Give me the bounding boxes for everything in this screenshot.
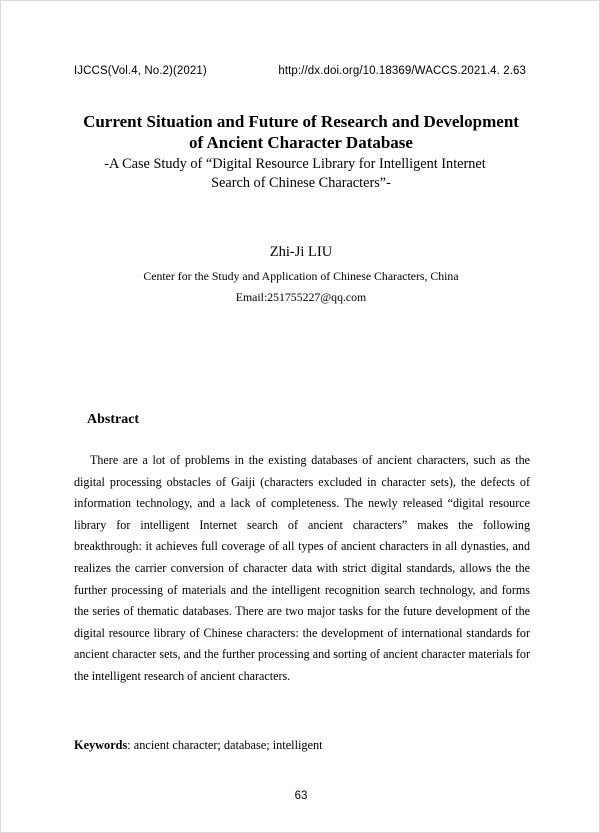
doi-link[interactable]: http://dx.doi.org/10.18369/WACCS.2021.4. 2.63: [278, 65, 526, 77]
paper-subtitle-line-1: -A Case Study of “Digital Resource Library for Intelligent Internet: [104, 156, 486, 172]
abstract-heading: Abstract: [87, 412, 140, 427]
paper-subtitle-line-2: Search of Chinese Characters”-: [211, 175, 391, 191]
author-email: Email:251755227@qq.com: [235, 290, 367, 304]
paper-title-line-1: Current Situation and Future of Research and Development: [83, 112, 519, 131]
keywords-separator: :: [127, 738, 134, 752]
journal-header: IJCCS(Vol.4, No.2)(2021): [74, 65, 207, 77]
author-name: Zhi-Ji LIU: [269, 244, 333, 260]
keywords-label: Keywords: [74, 738, 128, 752]
paper-subtitle: [61, 155, 541, 193]
author-affiliation: Center for the Study and Application of Chinese Characters, China: [143, 269, 459, 283]
page-number: 63: [294, 790, 308, 802]
paper-title-line-2: of Ancient Character Database: [189, 133, 413, 152]
paper-title: [61, 111, 541, 153]
abstract-body: There are a lot of problems in the existing databases of ancient characters, such as the digital processing obstacles of Gaiji (characters excluded in character sets), the defects of information technology, and a lack of completeness. The newly released “digital resource library for intelligent Internet search of ancient characters” makes the following breakthrough: it achieves full coverage of all types of ancient characters in all dynasties, and realizes the carrier conversion of character data with strict digital standards, allows the the further processing of materials and the intelligent recognition search technology, and forms the series of thematic databases. There are two major tasks for the future development of the digital resource library of Chinese characters: the development of international standards for ancient character sets, and the further processing and sorting of ancient character materials for the intelligent research of ancient characters.: [74, 453, 530, 683]
keywords: [74, 738, 323, 753]
keywords-value: ancient character; database; intelligent: [133, 738, 323, 752]
